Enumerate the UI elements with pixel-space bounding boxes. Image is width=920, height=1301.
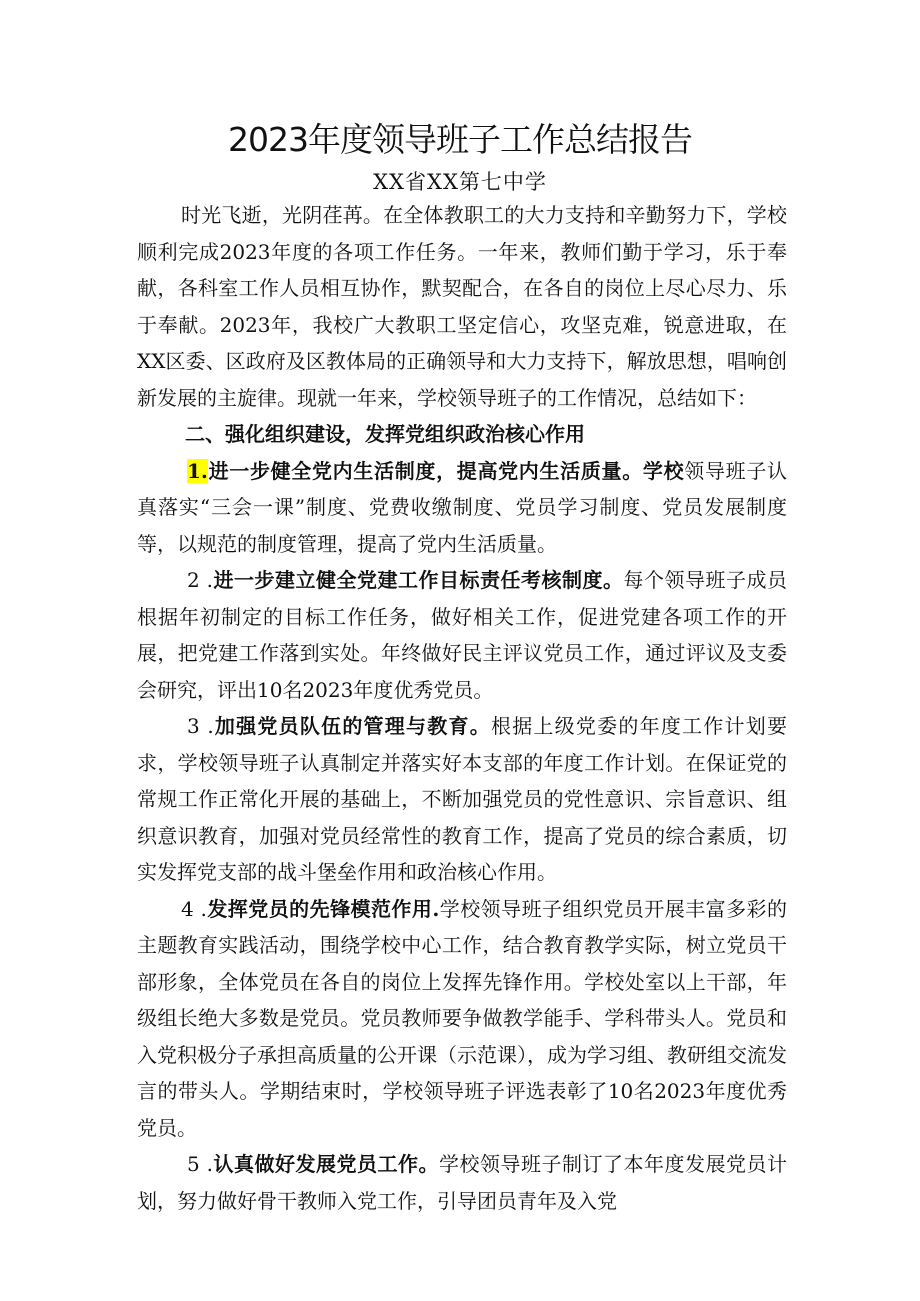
item-paragraph-4 (137, 891, 787, 1147)
item-paragraph-5 (137, 1146, 787, 1219)
item-text-4: 学校领导班子组织党员开展丰富多彩的主题教育实践活动，围绕学校中心工作，结合教育教学实际，树立党员干部形象，全体党员在各自的岗位上发挥先锋作用。学校处室以上干部，年级组长绝大多数是党员。党员教师要争做教学能手、学科带头人。党员和入党积极分子承担高质量的公开课（示范课），成为学习组、教研组交流发言的带头人。学期结束时，学校领导班子评选表彰了10名2023年度优秀党员。 (137, 896, 788, 1140)
item-text-5: 学校领导班子制订了本年度发展党员计划，努力做好骨干教师入党工作，引导团员青年及入党 (137, 1152, 788, 1213)
item-number-5: 5 . (187, 1152, 213, 1176)
item-lead-2: 进一步建立健全党建工作目标责任考核制度。 (212, 568, 624, 592)
item-number-3: 3 . (187, 714, 214, 738)
item-number-4: 4 . (181, 896, 207, 921)
item-lead-5: 认真做好发展党员工作。 (212, 1152, 439, 1176)
document-body (137, 197, 787, 1219)
section-heading: 二、强化组织建设，发挥党组织政治核心作用 (185, 422, 585, 446)
item-number-2: 2 . (187, 568, 213, 592)
item-number-1: 1. (187, 458, 208, 483)
item-text-2: 每个领导班子成员根据年初制定的目标工作任务，做好相关工作，促进党建各项工作的开展，把党建工作落到实处。年终做好民主评议党员工作，通过评议及支委会研究，评出10名2023年度优秀党员。 (137, 568, 788, 702)
item-text-1: 领导班子认真落实“三会一课”制度、党费收缴制度、党员学习制度、党员发展制度等，以规范的制度管理，提高了党内生活质量。 (137, 458, 788, 556)
item-lead-4: 发挥党员的先锋模范作用. (206, 896, 440, 921)
document-title: 2023年度领导班子工作总结报告 (228, 120, 692, 159)
item-lead-1: 进一步健全党内生活制度，提高党内生活质量。学校 (207, 458, 685, 483)
intro-paragraph: 时光飞逝，光阴荏苒。在全体教职工的大力支持和辛勤努力下，学校顺利完成2023年度的各项工作任务。一年来，教师们勤于学习，乐于奉献，各科室工作人员相互协作，默契配合，在各自的岗位上尽心尽力、乐于奉献。2023年，我校广大教职工坚定信心，攻坚克难，锐意进取，在XX区委、区政府及区教体局的正确领导和大力支持下，解放思想，唱响创新发展的主旋律。现就一年来，学校领导班子的工作情况，总结如下： (137, 203, 787, 410)
item-lead-3: 加强党员队伍的管理与教育。 (213, 714, 491, 738)
item-text-3: 根据上级党委的年度工作计划要求，学校领导班子认真制定并落实好本支部的年度工作计划。在保证党的常规工作正常化开展的基础上，不断加强党员的党性意识、宗旨意识、组织意识教育，加强对党员经常性的教育工作，提高了党员的综合素质，切实发挥党支部的战斗堡垒作用和政治核心作用。 (137, 714, 788, 884)
item-paragraph-2 (137, 562, 787, 708)
document-author: XX省XX第七中学 (373, 170, 547, 194)
item-paragraph-1 (137, 453, 787, 563)
item-paragraph-3 (137, 708, 787, 891)
